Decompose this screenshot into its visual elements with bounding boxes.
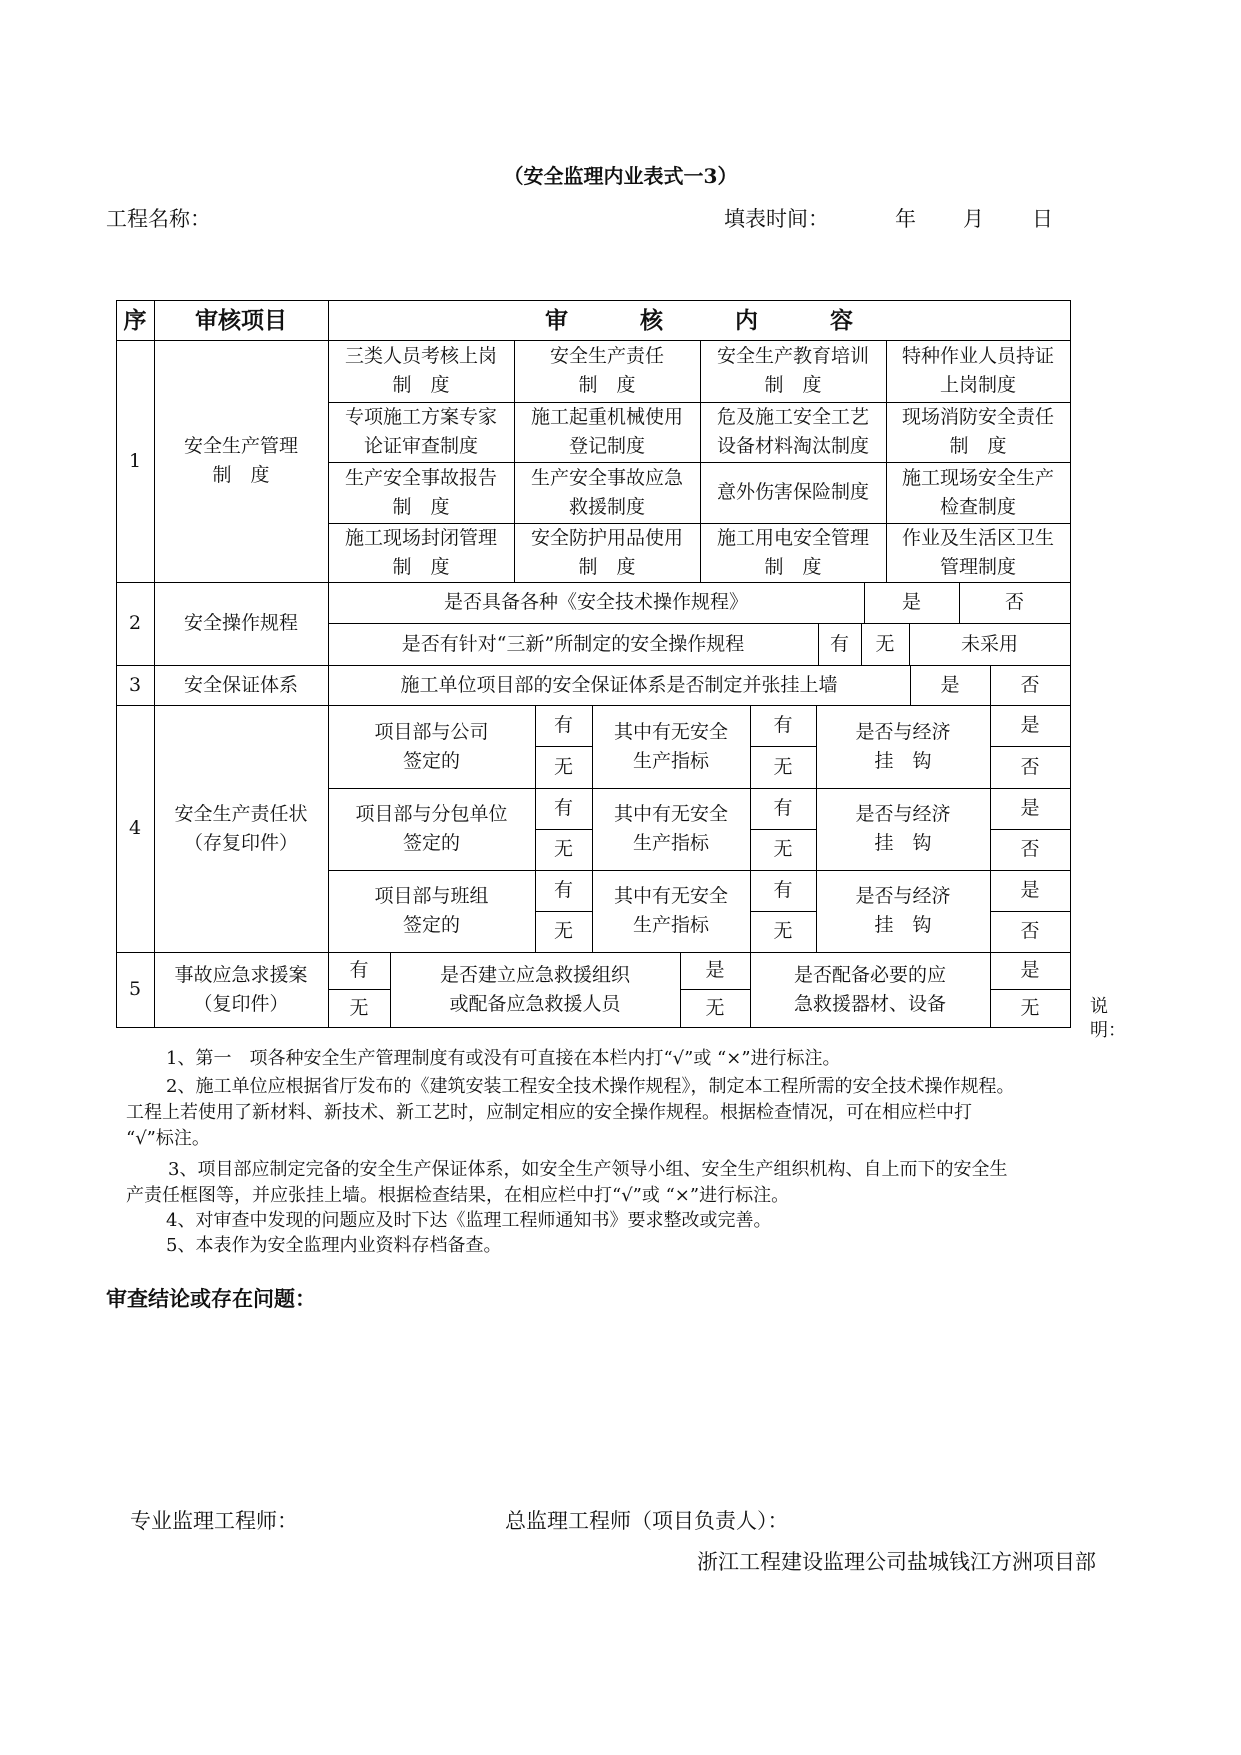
chief-engineer-signature-label: 总监理工程师（项目负责人）： bbox=[505, 1509, 789, 1533]
note-2b: 工程上若使用了新材料、新技术、新工艺时，应制定相应的安全操作规程。根据检查情况，可在相应栏中打 bbox=[126, 1102, 972, 1123]
none-option[interactable]: 无 bbox=[773, 838, 793, 860]
policy-cell[interactable]: 安全生产教育培训 制 度 bbox=[716, 345, 869, 396]
row2-name: 安全操作规程 bbox=[183, 612, 298, 634]
row5-no: 5 bbox=[128, 978, 142, 1000]
policy-cell[interactable]: 作业及生活区卫生 管理制度 bbox=[901, 526, 1054, 578]
row3-question: 施工单位项目部的安全保证体系是否制定并张挂上墙 bbox=[400, 673, 838, 696]
row5-none[interactable]: 无 bbox=[349, 996, 369, 1019]
form-title: （安全监理内业表式一3） bbox=[503, 164, 738, 188]
policy-cell[interactable]: 生产安全事故报告 制 度 bbox=[344, 466, 497, 518]
yes-option[interactable]: 是 bbox=[1020, 797, 1040, 819]
policy-cell[interactable]: 专项施工方案专家 论证审查制度 bbox=[344, 406, 497, 457]
no-option[interactable]: 否 bbox=[1020, 920, 1040, 942]
none-option[interactable]: 无 bbox=[553, 920, 573, 942]
none-option[interactable]: 无 bbox=[773, 755, 793, 778]
responsibility-group-label: 项目部与班组 签定的 bbox=[374, 885, 489, 936]
conclusion-label: 审查结论或存在问题： bbox=[106, 1286, 316, 1311]
row1-name: 安全生产管理 制 度 bbox=[183, 435, 298, 486]
policy-cell[interactable]: 三类人员考核上岗 制 度 bbox=[344, 345, 497, 396]
row2-no: 2 bbox=[128, 612, 142, 634]
row5-q1-yes[interactable]: 是 bbox=[705, 959, 725, 981]
note-5: 5、本表作为安全监理内业资料存档备查。 bbox=[166, 1235, 502, 1256]
safety-target-question: 其中有无安全 生产指标 bbox=[613, 720, 728, 772]
none-option[interactable]: 无 bbox=[773, 920, 793, 942]
note-2c: “√”标注。 bbox=[126, 1128, 210, 1149]
row2-q1-no[interactable]: 否 bbox=[1004, 591, 1024, 613]
row2-q2-unused[interactable]: 未采用 bbox=[960, 632, 1018, 655]
safety-target-question: 其中有无安全 生产指标 bbox=[613, 885, 728, 936]
policy-cell[interactable]: 施工现场封闭管理 制 度 bbox=[344, 526, 497, 578]
policy-cell[interactable]: 意外伤害保险制度 bbox=[716, 481, 869, 503]
note-3a: 3、项目部应制定完备的安全生产保证体系，如安全生产领导小组、安全生产组织机构、自上而下的安全生 bbox=[168, 1159, 1008, 1180]
row3-name: 安全保证体系 bbox=[183, 673, 298, 696]
project-name-label: 工程名称： bbox=[106, 207, 211, 231]
have-option[interactable]: 有 bbox=[553, 797, 573, 819]
row3-no: 3 bbox=[128, 673, 142, 696]
row2-q2-none[interactable]: 无 bbox=[875, 632, 895, 655]
note-4: 4、对审查中发现的问题应及时下达《监理工程师通知书》要求整改或完善。 bbox=[166, 1210, 772, 1231]
yes-option[interactable]: 是 bbox=[1020, 879, 1040, 901]
row5-q2-yes[interactable]: 是 bbox=[1020, 959, 1040, 981]
row1-no: 1 bbox=[128, 449, 142, 472]
row4-no: 4 bbox=[128, 817, 142, 839]
day-label: 日 bbox=[1032, 207, 1053, 231]
economic-link-question: 是否与经济 挂 钩 bbox=[855, 720, 951, 772]
month-label: 月 bbox=[963, 207, 984, 231]
row2-q1: 是否具备各种《安全技术操作规程》 bbox=[443, 591, 748, 613]
have-option[interactable]: 有 bbox=[553, 879, 573, 901]
row5-have[interactable]: 有 bbox=[349, 959, 369, 981]
have-option[interactable]: 有 bbox=[773, 797, 793, 819]
policy-cell[interactable]: 生产安全事故应急 救援制度 bbox=[530, 466, 683, 518]
notes-label: 说 明： bbox=[1090, 996, 1126, 1041]
note-2a: 2、施工单位应根据省厅发布的《建筑安装工程安全技术操作规程》，制定本工程所需的安全技术操作规程。 bbox=[166, 1076, 1015, 1097]
policy-cell[interactable]: 安全防护用品使用 制 度 bbox=[530, 526, 683, 578]
row2-q2-have[interactable]: 有 bbox=[829, 632, 849, 655]
header-seq: 序 bbox=[123, 306, 147, 334]
policy-cell[interactable]: 施工起重机械使用 登记制度 bbox=[530, 406, 683, 457]
row5-name: 事故应急求援案 （复印件） bbox=[174, 963, 308, 1015]
row3-yes[interactable]: 是 bbox=[940, 673, 960, 696]
responsibility-group-label: 项目部与公司 签定的 bbox=[374, 720, 489, 772]
policy-cell[interactable]: 施工用电安全管理 制 度 bbox=[716, 526, 869, 578]
policy-cell[interactable]: 危及施工安全工艺 设备材料淘汰制度 bbox=[716, 406, 869, 457]
grid-line-v bbox=[1070, 300, 1071, 1028]
organization-name: 浙江工程建设监理公司盐城钱江方洲项目部 bbox=[697, 1550, 1096, 1574]
row5-q1: 是否建立应急救援组织 或配备应急救援人员 bbox=[439, 963, 630, 1015]
policy-cell[interactable]: 施工现场安全生产 检查制度 bbox=[901, 466, 1054, 518]
economic-link-question: 是否与经济 挂 钩 bbox=[855, 803, 951, 854]
header-item: 审核项目 bbox=[195, 306, 287, 334]
responsibility-group-label: 项目部与分包单位 签定的 bbox=[355, 803, 508, 854]
policy-cell[interactable]: 现场消防安全责任 制 度 bbox=[901, 406, 1054, 457]
no-option[interactable]: 否 bbox=[1020, 755, 1040, 778]
row4-name: 安全生产责任状 （存复印件） bbox=[174, 802, 308, 854]
row2-q2: 是否有针对“三新”所制定的安全操作规程 bbox=[401, 632, 745, 655]
have-option[interactable]: 有 bbox=[773, 879, 793, 901]
row2-q1-yes[interactable]: 是 bbox=[901, 591, 921, 613]
engineer-signature-label: 专业监理工程师： bbox=[130, 1509, 298, 1533]
no-option[interactable]: 否 bbox=[1020, 838, 1040, 860]
note-3b: 产责任框图等，并应张挂上墙。根据检查结果，在相应栏中打“√”或 “×”进行标注。 bbox=[126, 1185, 790, 1206]
fill-time-label: 填表时间： bbox=[724, 207, 829, 231]
yes-option[interactable]: 是 bbox=[1020, 714, 1040, 736]
safety-target-question: 其中有无安全 生产指标 bbox=[613, 803, 728, 854]
row5-q2: 是否配备必要的应 急救援器材、设备 bbox=[793, 963, 946, 1015]
have-option[interactable]: 有 bbox=[553, 714, 573, 736]
row5-q1-none[interactable]: 无 bbox=[705, 996, 725, 1019]
none-option[interactable]: 无 bbox=[553, 838, 573, 860]
grid-line-h bbox=[116, 1027, 1071, 1028]
economic-link-question: 是否与经济 挂 钩 bbox=[855, 885, 951, 936]
none-option[interactable]: 无 bbox=[553, 755, 573, 778]
row5-q2-none[interactable]: 无 bbox=[1020, 996, 1040, 1019]
row3-no-answer[interactable]: 否 bbox=[1020, 673, 1040, 696]
have-option[interactable]: 有 bbox=[773, 714, 793, 736]
policy-cell[interactable]: 安全生产责任 制 度 bbox=[549, 345, 664, 396]
note-1: 1、第一 项各种安全生产管理制度有或没有可直接在本栏内打“√”或 “×”进行标注。 bbox=[166, 1048, 841, 1069]
year-label: 年 bbox=[895, 207, 916, 231]
header-content: 审 核 内 容 bbox=[544, 306, 886, 334]
policy-cell[interactable]: 特种作业人员持证 上岗制度 bbox=[901, 345, 1054, 396]
